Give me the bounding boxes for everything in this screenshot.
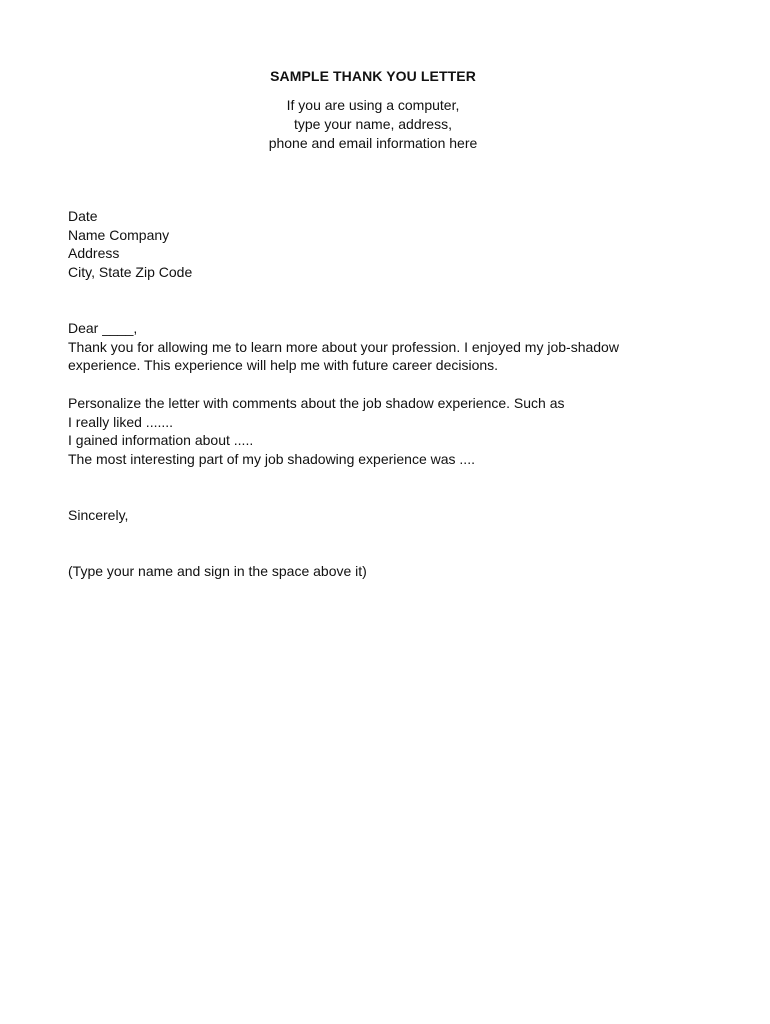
recipient-name-company: Name Company — [68, 226, 170, 243]
recipient-city-state-zip: City, State Zip Code — [68, 264, 193, 281]
sender-info — [0, 96, 746, 153]
paragraph-2-line: I gained information about ..... — [68, 432, 254, 449]
paragraph-1-line: Thank you for allowing me to learn more about your profession. I enjoyed my job-shadow — [68, 338, 619, 355]
sender-info-line: type your name, address, — [294, 116, 452, 132]
sender-info-line: phone and email information here — [268, 135, 478, 151]
greeting-and-paragraph-1 — [68, 319, 619, 375]
recipient-date: Date — [68, 208, 98, 224]
paragraph-2-line: Personalize the letter with comments about the job shadow experience. Such as — [68, 395, 565, 411]
paragraph-1-line: experience. This experience will help me with future career decisions. — [68, 357, 499, 374]
signature-note: (Type your name and sign in the space above it) — [68, 563, 367, 579]
recipient-block — [68, 207, 192, 282]
paragraph-2 — [68, 394, 565, 469]
sender-info-line: If you are using a computer, — [286, 97, 460, 113]
closing: Sincerely, — [68, 507, 129, 523]
paragraph-2-line: The most interesting part of my job shadowing experience was .... — [68, 451, 475, 468]
paragraph-2-line: I really liked ....... — [68, 413, 174, 430]
greeting: Dear ____, — [68, 320, 138, 336]
letter-title: SAMPLE THANK YOU LETTER — [270, 68, 476, 84]
recipient-address: Address — [68, 245, 120, 262]
